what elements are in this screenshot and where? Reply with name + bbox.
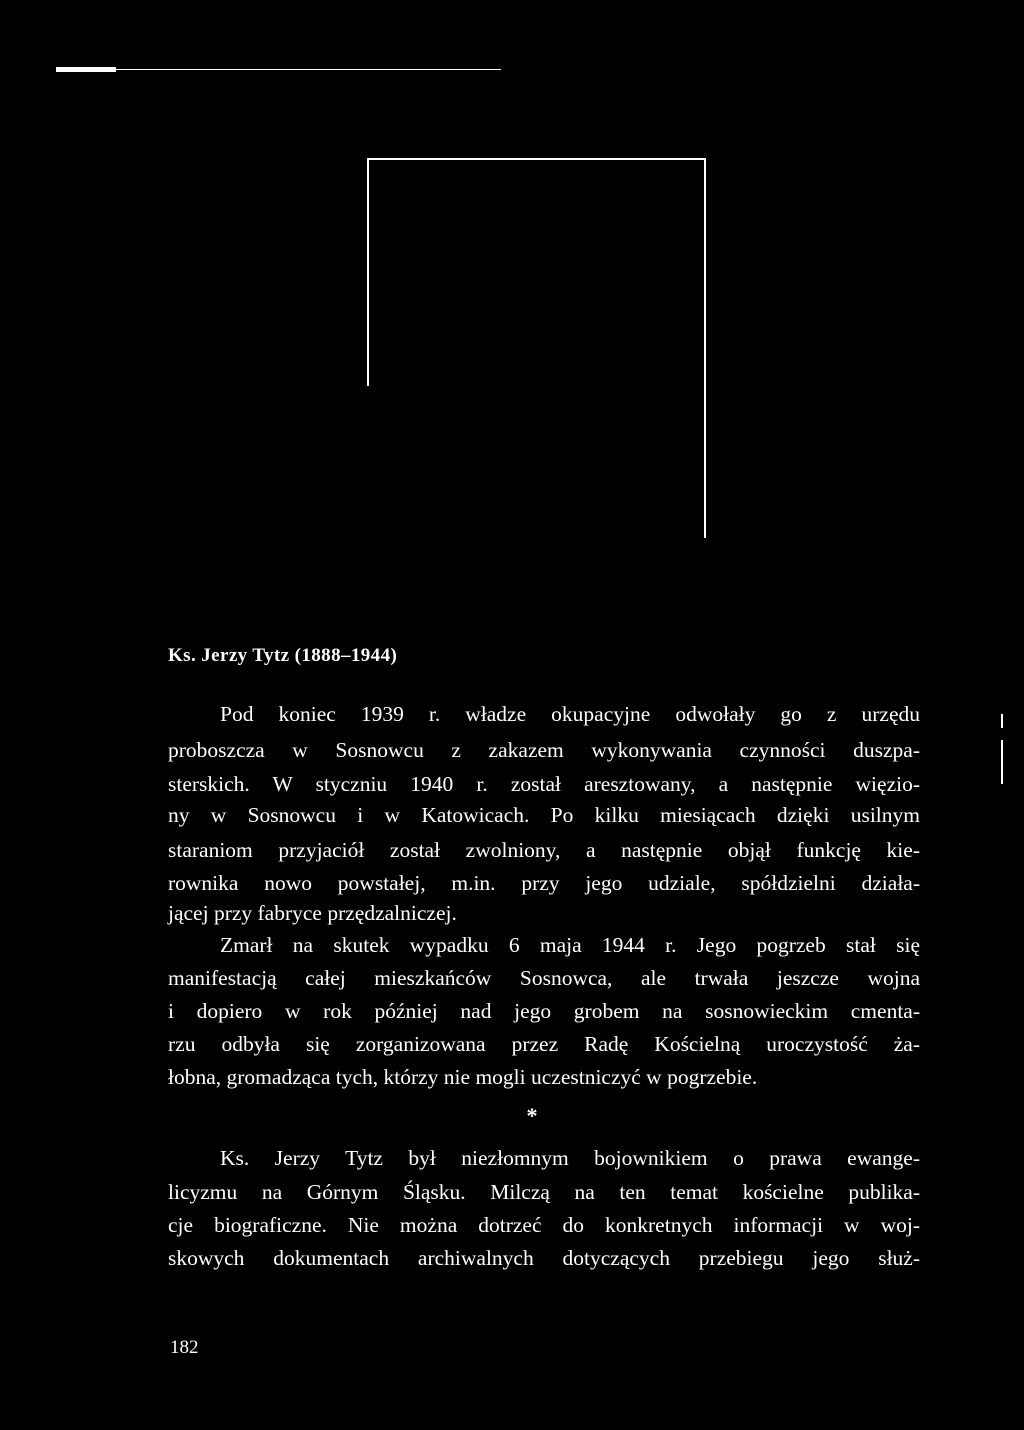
paragraph-3-line: skowych dokumentach archiwalnych dotyczących przebiegu jego służ-	[168, 1246, 920, 1270]
paragraph-1-line: proboszcza w Sosnowcu z zakazem wykonywania czynności duszpa-	[168, 738, 920, 762]
section-separator: *	[526, 1103, 538, 1128]
paragraph-1-line: ny w Sosnowcu i w Katowicach. Po kilku miesiącach dzięki usilnym	[168, 803, 920, 827]
paragraph-2-line: Zmarł na skutek wypadku 6 maja 1944 r. Jego pogrzeb stał się	[220, 933, 920, 957]
portrait-photo-frame	[367, 158, 706, 538]
paragraph-2-line: i dopiero w rok później nad jego grobem na sosnowieckim cmenta-	[168, 999, 920, 1023]
paragraph-2-line: manifestacją całej mieszkańców Sosnowca, ale trwała jeszcze wojna	[168, 966, 920, 990]
paragraph-1-line: rownika nowo powstałej, m.in. przy jego udziale, spółdzielni działa-	[168, 871, 920, 895]
portrait-photo-frame-left-edge	[367, 158, 369, 386]
scan-rule-thin	[56, 69, 501, 70]
paragraph-2-line: rzu odbyła się zorganizowana przez Radę Kościelną uroczystość ża-	[168, 1032, 920, 1056]
margin-scan-mark-top	[1001, 714, 1003, 728]
paragraph-3-line: Ks. Jerzy Tytz był niezłomnym bojownikiem o prawa ewange-	[220, 1146, 920, 1170]
paragraph-2-line: łobna, gromadząca tych, którzy nie mogli uczestniczyć w pogrzebie.	[168, 1065, 758, 1089]
paragraph-3-line: cje biograficzne. Nie można dotrzeć do konkretnych informacji w woj-	[168, 1213, 920, 1237]
paragraph-1-line: jącej przy fabryce przędzalniczej.	[168, 901, 457, 925]
photo-caption: Ks. Jerzy Tytz (1888–1944)	[168, 645, 398, 666]
margin-scan-mark	[1001, 740, 1003, 784]
paragraph-3-line: licyzmu na Górnym Śląsku. Milczą na ten temat kościelne publika-	[168, 1180, 920, 1204]
paragraph-1-line: sterskich. W styczniu 1940 r. został aresztowany, a następnie więzio-	[168, 772, 920, 796]
paragraph-1-line: Pod koniec 1939 r. władze okupacyjne odwołały go z urzędu	[220, 702, 920, 726]
paragraph-1-line: staraniom przyjaciół został zwolniony, a następnie objął funkcję kie-	[168, 838, 920, 862]
page-number: 182	[170, 1337, 199, 1358]
